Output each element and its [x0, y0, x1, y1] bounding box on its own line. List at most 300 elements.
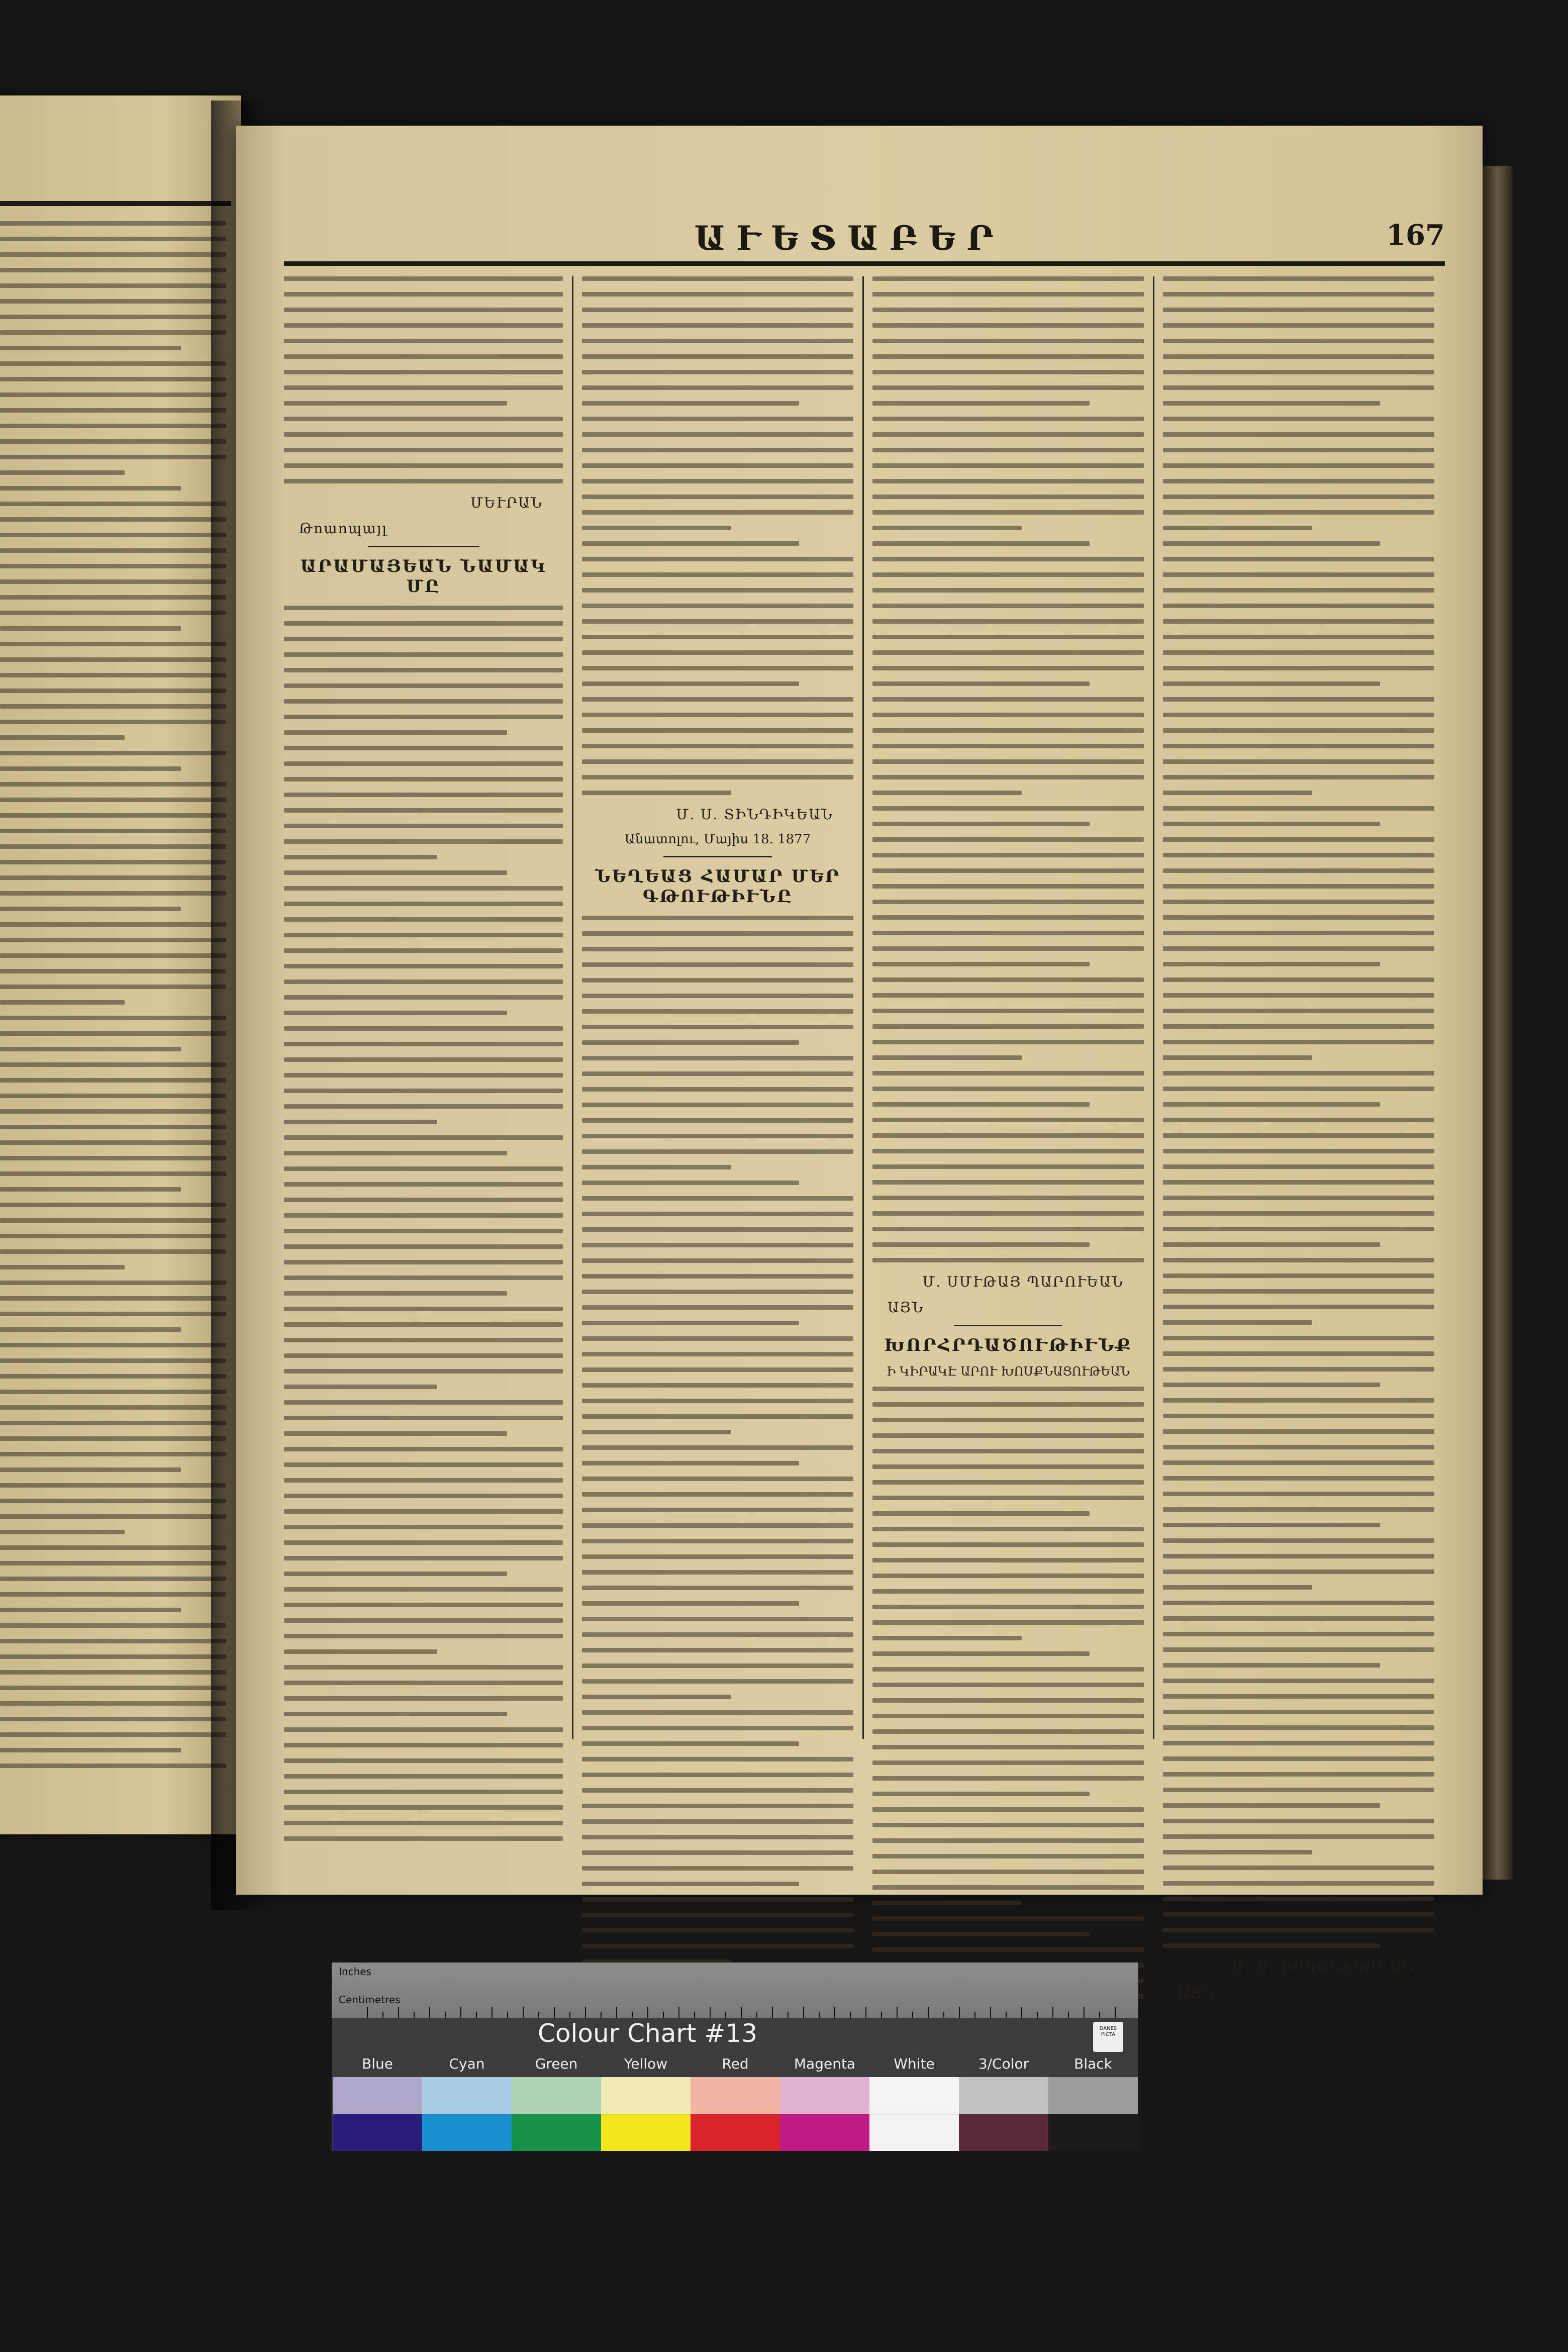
text-line — [872, 370, 1144, 374]
text-line — [284, 1758, 563, 1763]
text-line — [284, 401, 507, 406]
text-line — [582, 947, 853, 951]
text-line — [0, 844, 226, 849]
text-line — [0, 1623, 226, 1628]
text-line — [872, 1698, 1144, 1703]
text-line — [582, 604, 853, 608]
text-line — [1163, 853, 1434, 857]
ruler-tick — [647, 2007, 648, 2018]
ruler-tick — [507, 2012, 508, 2018]
text-line — [284, 1307, 563, 1311]
text-line — [582, 1165, 731, 1169]
text-line — [1163, 884, 1434, 889]
text-line — [284, 354, 563, 359]
text-line — [872, 853, 1144, 857]
text-line — [284, 1089, 563, 1093]
text-line — [872, 619, 1144, 624]
text-line — [0, 1577, 226, 1581]
text-line — [582, 666, 853, 670]
text-line — [0, 548, 226, 553]
ruler-tick — [398, 2007, 399, 2018]
text-line — [1163, 1024, 1434, 1029]
text-line — [1163, 1040, 1434, 1044]
text-line — [872, 1589, 1144, 1594]
ruler-tick — [538, 2012, 539, 2018]
text-line — [872, 791, 1022, 795]
text-line — [872, 759, 1144, 764]
text-line — [284, 1385, 437, 1389]
text-line — [1163, 977, 1434, 982]
text-line — [1163, 1351, 1434, 1356]
ruler-tick — [741, 2007, 742, 2018]
text-line — [872, 1402, 1144, 1407]
text-line — [872, 417, 1144, 421]
divider — [368, 546, 479, 547]
text-line — [1163, 962, 1380, 966]
patch-tint — [780, 2077, 869, 2114]
text-line — [582, 1741, 799, 1746]
text-line — [872, 635, 1144, 639]
text-line — [1163, 1585, 1312, 1590]
text-line — [1163, 1133, 1434, 1138]
text-line — [0, 829, 226, 833]
text-line — [1163, 370, 1434, 374]
text-line — [872, 1087, 1144, 1091]
text-line — [1163, 526, 1312, 530]
text-line — [0, 564, 226, 568]
text-line — [284, 308, 563, 312]
patch-label: Cyan — [449, 2055, 485, 2072]
text-line — [582, 1227, 853, 1232]
ruler-tick — [414, 2012, 415, 2018]
text-line — [1163, 1866, 1434, 1870]
text-line — [0, 1390, 226, 1394]
text-line — [1163, 292, 1434, 297]
text-line — [0, 502, 226, 506]
text-line — [872, 744, 1144, 748]
ruler-tick — [601, 2012, 602, 2018]
col2-heading: ՆԵՂԵԱՑ ՀԱՄԱՐ ՄԵՐ ԳԹՈՒԹԻՒՆԸ — [595, 866, 841, 907]
text-line — [0, 1234, 226, 1238]
text-line — [582, 557, 853, 561]
text-line — [1163, 1492, 1434, 1496]
centimetres-label: Centimetres — [339, 1994, 401, 2006]
text-line — [872, 448, 1144, 452]
text-line — [0, 1748, 181, 1752]
text-line — [284, 1229, 563, 1233]
text-line — [0, 1109, 226, 1114]
text-line — [1163, 479, 1434, 483]
ruler-tick — [663, 2012, 664, 2018]
text-line — [582, 1508, 853, 1512]
text-line — [1163, 806, 1434, 811]
text-line — [1163, 1897, 1434, 1901]
text-line — [872, 1102, 1090, 1107]
text-line — [0, 1374, 226, 1379]
text-line — [284, 746, 563, 750]
text-line — [1163, 495, 1434, 499]
text-line — [284, 933, 563, 937]
text-line — [1163, 463, 1434, 468]
text-line — [0, 922, 226, 927]
text-line — [872, 977, 1144, 982]
text-line — [1163, 1383, 1380, 1387]
text-line — [582, 1134, 853, 1138]
text-line — [872, 1496, 1144, 1500]
text-line — [872, 510, 1144, 515]
text-line — [872, 1558, 1144, 1562]
text-line — [582, 619, 853, 624]
text-line — [1163, 1476, 1434, 1481]
text-line — [0, 346, 181, 350]
patch-label: 3/Color — [978, 2055, 1029, 2072]
text-line — [0, 1327, 181, 1332]
text-line — [1163, 1710, 1434, 1714]
text-line — [1163, 931, 1434, 935]
text-line — [1163, 339, 1434, 343]
ruler-tick — [943, 2012, 944, 2018]
text-line — [284, 1805, 563, 1810]
divider — [954, 1325, 1062, 1326]
text-line — [872, 1542, 1144, 1547]
text-line — [872, 308, 1144, 312]
patch-label: Red — [722, 2055, 749, 2072]
text-line — [1163, 759, 1434, 764]
text-line — [284, 1291, 507, 1296]
text-line — [0, 252, 226, 257]
ruler-tick — [585, 2007, 586, 2018]
text-line — [284, 1447, 563, 1451]
text-line — [872, 1651, 1090, 1656]
text-line — [582, 1290, 853, 1294]
text-line — [284, 1696, 563, 1701]
text-line — [1163, 697, 1434, 702]
text-line — [872, 1258, 1144, 1262]
text-line — [1163, 1258, 1434, 1262]
col1-heading: ԱՐԱՄԱՅԵԱՆ ՆԱՄԱԿ ՄԸ — [300, 556, 547, 597]
ruler-tick — [912, 2012, 913, 2018]
text-line — [582, 541, 799, 546]
text-line — [582, 1461, 799, 1465]
text-line — [284, 1556, 563, 1560]
text-line — [284, 637, 563, 641]
text-line — [0, 1062, 226, 1067]
ruler-tick — [429, 2007, 430, 2018]
text-line — [0, 1763, 226, 1768]
ruler-tick — [382, 2012, 383, 2018]
text-line — [1163, 354, 1434, 359]
patch-label: White — [894, 2055, 935, 2072]
text-line — [1163, 448, 1434, 452]
text-line — [582, 713, 853, 717]
text-line — [284, 1338, 563, 1342]
text-line — [582, 1819, 853, 1824]
text-line — [284, 1166, 563, 1171]
text-line — [0, 657, 226, 662]
text-line — [582, 1258, 853, 1263]
text-line — [872, 1683, 1144, 1687]
text-line — [872, 1776, 1144, 1781]
text-line — [1163, 1679, 1434, 1683]
text-line — [0, 1436, 226, 1441]
text-line — [582, 978, 853, 983]
text-line — [872, 1574, 1144, 1578]
text-line — [0, 424, 226, 428]
text-line — [284, 1462, 563, 1467]
text-line — [0, 1670, 226, 1675]
text-line — [582, 1539, 853, 1543]
text-line — [1163, 1570, 1434, 1574]
text-line — [1163, 1647, 1434, 1652]
ruler-tick — [974, 2012, 975, 2018]
text-line — [582, 1523, 853, 1528]
text-line — [582, 1196, 853, 1201]
text-line — [582, 1679, 853, 1684]
text-line — [1163, 1788, 1434, 1792]
ruler-tick — [1021, 2007, 1022, 2018]
text-line — [1163, 1725, 1434, 1730]
text-line — [582, 1928, 853, 1933]
text-line — [0, 1094, 226, 1098]
text-line — [284, 683, 563, 688]
text-line — [872, 385, 1144, 390]
text-line — [872, 1916, 1144, 1921]
text-line — [1163, 323, 1434, 328]
text-line — [0, 1499, 226, 1503]
text-line — [582, 728, 853, 733]
text-line — [0, 735, 125, 740]
text-line — [284, 902, 563, 906]
text-line — [872, 681, 1090, 686]
text-line — [0, 1530, 125, 1534]
text-line — [0, 408, 226, 413]
text-line — [582, 1399, 853, 1403]
text-line — [1163, 1009, 1434, 1013]
text-line — [0, 1156, 226, 1160]
text-line — [872, 1149, 1144, 1153]
text-line — [1163, 1694, 1434, 1699]
text-line — [284, 417, 563, 421]
text-line — [582, 354, 853, 359]
ruler-tick — [616, 2007, 617, 2018]
text-line — [0, 1717, 226, 1721]
text-line — [582, 385, 853, 390]
text-line — [0, 720, 226, 724]
text-line — [0, 611, 226, 615]
ruler-tick — [788, 2012, 789, 2018]
text-line — [0, 1561, 226, 1565]
text-line — [582, 1586, 853, 1590]
text-line — [582, 1477, 853, 1481]
text-line — [872, 323, 1144, 328]
patch-solid — [512, 2114, 601, 2151]
patch-solid — [1048, 2114, 1138, 2151]
text-line — [872, 1180, 1144, 1185]
text-line — [582, 635, 853, 639]
text-line — [872, 1227, 1144, 1231]
text-line — [0, 689, 226, 693]
text-line — [284, 917, 563, 922]
text-line — [284, 964, 563, 968]
text-line — [284, 715, 563, 719]
patch-label: Green — [535, 2055, 578, 2072]
text-line — [284, 1603, 563, 1607]
text-line — [284, 1369, 563, 1374]
text-line — [1163, 1305, 1434, 1309]
text-line — [0, 330, 226, 335]
col2-signature: Մ. Ս. ՏԻՆԴԻԿԵԱՆ — [676, 806, 833, 823]
text-line — [284, 1572, 507, 1576]
text-line — [872, 1636, 1022, 1640]
patch-tint — [422, 2077, 512, 2114]
text-line — [284, 1743, 563, 1747]
text-line — [872, 401, 1090, 406]
ruler-tick — [523, 2007, 524, 2018]
text-line — [1163, 837, 1434, 842]
text-line — [1163, 1149, 1434, 1153]
text-line — [1163, 1741, 1434, 1745]
ruler-tick — [1006, 2012, 1007, 2018]
text-line — [284, 1073, 563, 1077]
text-line — [0, 517, 226, 522]
text-line — [872, 1605, 1144, 1609]
text-line — [582, 510, 853, 515]
text-line — [1163, 1772, 1434, 1777]
ruler-tick — [756, 2012, 757, 2018]
text-line — [0, 221, 226, 226]
left-page-rule — [0, 201, 231, 206]
text-line — [284, 1400, 563, 1405]
text-line — [872, 1071, 1144, 1075]
text-line — [284, 276, 563, 281]
text-line — [582, 1056, 853, 1060]
ruler-tick — [694, 2012, 695, 2018]
text-line — [1163, 1538, 1434, 1543]
ruler-tick — [834, 2007, 835, 2018]
col2-date: Անատոլու, Մայիս 18. 1877 — [624, 832, 811, 847]
text-line — [1163, 1102, 1380, 1107]
text-line — [1163, 588, 1434, 593]
text-line — [872, 650, 1144, 655]
colour-chart — [332, 1963, 1138, 2151]
text-line — [1163, 1507, 1434, 1512]
patch-names — [332, 2055, 1138, 2076]
text-line — [284, 1509, 563, 1514]
text-line — [284, 606, 563, 610]
text-line — [284, 1634, 563, 1638]
text-line — [284, 1431, 507, 1436]
patch-solid — [333, 2114, 422, 2151]
text-line — [872, 1854, 1144, 1858]
ruler-tick — [803, 2007, 804, 2018]
text-line — [582, 1009, 853, 1014]
text-line — [1163, 510, 1434, 515]
text-line — [1163, 557, 1434, 561]
text-line — [872, 1480, 1144, 1485]
text-line — [1163, 1289, 1434, 1294]
text-line — [872, 1527, 1144, 1531]
text-line — [582, 1757, 853, 1761]
text-line — [1163, 1414, 1434, 1418]
text-line — [284, 1151, 507, 1155]
text-line — [0, 455, 226, 459]
text-line — [872, 1024, 1144, 1029]
text-line — [582, 775, 853, 779]
text-line — [872, 946, 1144, 951]
text-line — [872, 915, 1144, 920]
text-line — [872, 775, 1144, 779]
text-line — [0, 1140, 226, 1145]
text-line — [1163, 1320, 1312, 1325]
text-line — [872, 1196, 1144, 1200]
text-line — [0, 875, 226, 880]
divider — [663, 856, 772, 857]
text-line — [872, 868, 1144, 873]
ruler-tick — [569, 2012, 570, 2018]
col3-heading: ԽՈՐՀՐԴԱԾՈՒԹԻՒՆՔ — [884, 1335, 1132, 1355]
text-line — [582, 292, 853, 297]
text-line — [0, 1405, 226, 1410]
text-line — [582, 1804, 853, 1808]
text-line — [284, 370, 563, 374]
text-line — [872, 1418, 1144, 1422]
text-line — [1163, 1180, 1434, 1185]
colour-chart-title: Colour Chart #13 — [538, 2019, 757, 2048]
text-line — [284, 1276, 563, 1280]
text-line — [1163, 1367, 1434, 1371]
text-line — [872, 479, 1144, 483]
text-line — [582, 1430, 731, 1434]
text-line — [0, 470, 125, 475]
patch-tint — [869, 2077, 959, 2114]
text-line — [284, 668, 563, 672]
text-line — [284, 699, 563, 704]
text-line — [582, 931, 853, 936]
text-line — [872, 1055, 1022, 1060]
text-line — [582, 1663, 853, 1668]
text-line — [284, 1681, 563, 1685]
text-line — [1163, 1398, 1434, 1403]
ruler-tick — [881, 2012, 882, 2018]
text-line — [0, 938, 226, 942]
inches-label: Inches — [339, 1966, 371, 1978]
patch-solid — [601, 2114, 691, 2151]
text-line — [0, 1514, 226, 1519]
text-line — [284, 1494, 563, 1498]
text-line — [1163, 822, 1380, 826]
text-line — [0, 985, 226, 989]
text-line — [0, 860, 226, 864]
text-line — [872, 1932, 1090, 1936]
text-line — [582, 1835, 853, 1839]
patch-solid — [780, 2114, 869, 2151]
ruler-tick — [1068, 2012, 1069, 2018]
ruler — [332, 1963, 1138, 2018]
text-line — [0, 1421, 226, 1425]
text-line — [1163, 1834, 1434, 1839]
patch-solid — [869, 2114, 959, 2151]
text-line — [872, 495, 1144, 499]
text-line — [872, 1838, 1144, 1843]
text-line — [872, 1901, 1022, 1905]
text-line — [0, 1078, 226, 1083]
text-line — [582, 479, 853, 483]
text-line — [872, 1133, 1144, 1138]
text-line — [1163, 1554, 1434, 1558]
text-line — [582, 650, 853, 655]
text-line — [872, 1009, 1144, 1013]
text-line — [1163, 868, 1434, 873]
